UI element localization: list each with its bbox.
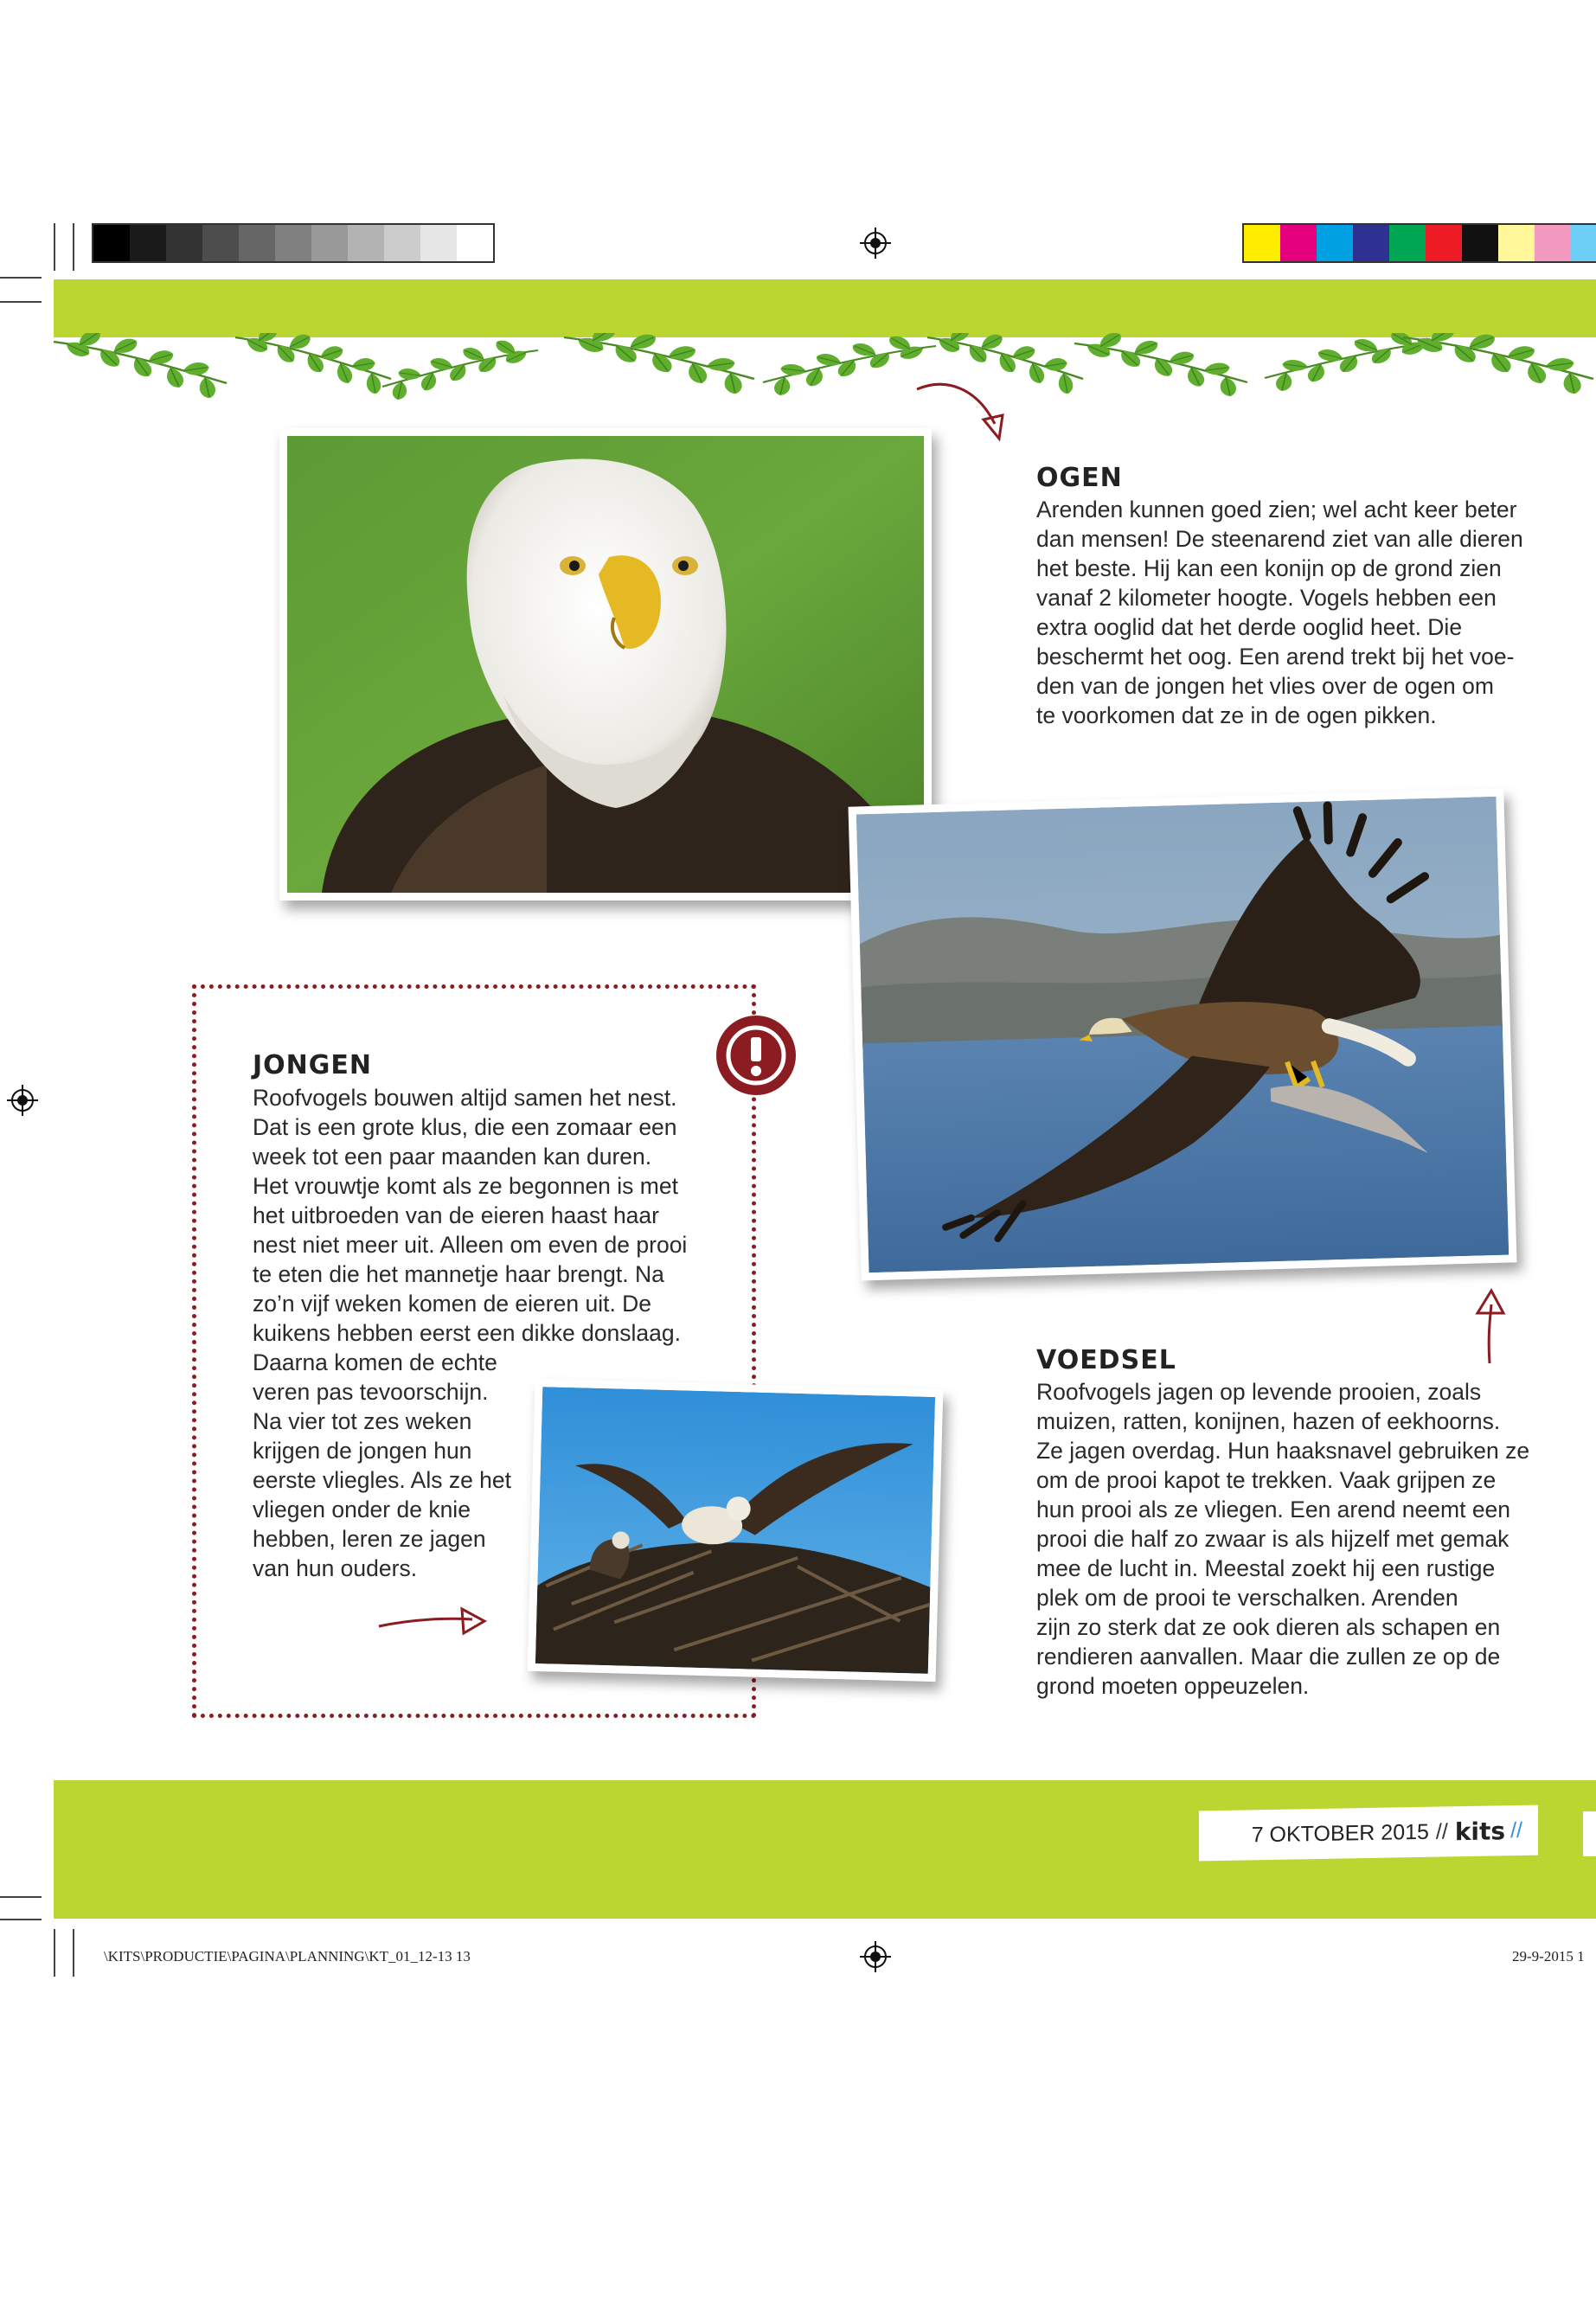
hand-drawn-arrow-icon	[913, 376, 1008, 445]
leaves-garland-decoration	[54, 333, 1596, 428]
crop-mark	[0, 277, 42, 279]
crop-mark	[73, 1929, 74, 1977]
section-body-jongen-top: Roofvogels bouwen altijd samen het nest. Dat is een grote klus, die een zomaar een week tot een paar maanden kan duren. Het vrouwtje komt als ze begonnen is met het uitbroeden van de eieren haast haar nest niet meer uit. Alleen om even de prooi te eten die het mannetje haar brengt. Na zo’n vijf weken komen de eieren uit. De kuikens hebben eerst een dikke donslaag.	[253, 1085, 688, 1346]
footer-separator: //	[1435, 1818, 1448, 1844]
crop-mark	[54, 1929, 55, 1977]
issue-date: 7 OKTOBER 2015	[1251, 1819, 1429, 1847]
registration-mark-icon	[860, 1941, 891, 1972]
crop-mark	[73, 223, 74, 271]
crop-mark	[0, 301, 42, 303]
sea-eagle-catching-fish-photo	[848, 789, 1516, 1281]
section-body-voedsel: Roofvogels jagen op levende prooien, zoals muizen, ratten, konijnen, hazen of eekhoorns. Ze jagen overdag. Hun haaksnavel gebruiken ze om de prooi kapot te trekken. Vaak grijpen ze hun prooi als ze vliegen. Een arend neemt een prooi die half zo zwaar is als hijzelf met gemak mee de lucht in. Meestal zoekt hij een rustige plek om de prooi te verschalken. Arenden zijn zo sterk dat ze ook dieren als schapen en rendieren aanvallen. Maar die zullen ze op de grond moeten oppeuzelen.	[1036, 1379, 1530, 1699]
color-calibration-bar	[1242, 223, 1596, 263]
grayscale-calibration-bar	[92, 223, 495, 263]
section-heading-ogen: OGEN	[1036, 463, 1123, 493]
issue-date-box	[1199, 1805, 1538, 1862]
section-heading-jongen: JONGEN	[253, 1050, 372, 1080]
section-body-jongen-bottom: Daarna komen de echte veren pas tevoorschijn. Na vier tot zes weken krijgen de jongen hun eerste vliegles. Als ze het vliegen onder de knie hebben, leren ze jagen van hun ouders.	[253, 1349, 512, 1581]
top-green-band	[54, 279, 1596, 337]
registration-mark-icon	[860, 228, 891, 259]
page-number-fragment	[1583, 1811, 1596, 1856]
registration-mark-icon	[7, 1085, 38, 1116]
file-slug-path: \KITS\PRODUCTIE\PAGINA\PLANNING\KT_01_12-13 13	[104, 1948, 471, 1965]
section-heading-voedsel: VOEDSEL	[1036, 1345, 1176, 1375]
footer-separator-end: //	[1510, 1817, 1522, 1843]
brand-logo: kits	[1454, 1816, 1506, 1846]
osprey-nest-photo	[528, 1379, 944, 1682]
hand-drawn-arrow-icon	[377, 1600, 490, 1644]
section-body-ogen: Arenden kunnen goed zien; wel acht keer beter dan mensen! De steenarend ziet van alle dieren het beste. Hij kan een konijn op de grond zien vanaf 2 kilometer hoogte. Vogels hebben een extra ooglid dat het derde ooglid heet. Die beschermt het oog. Een arend trekt bij het voe- den van de jongen het vlies over de ogen om te voorkomen dat ze in de ogen pikken.	[1036, 497, 1523, 728]
exclamation-circle-icon	[715, 1014, 798, 1097]
hand-drawn-arrow-icon	[1471, 1287, 1510, 1365]
crop-mark	[0, 1919, 42, 1920]
crop-mark	[0, 1896, 42, 1898]
crop-mark	[54, 223, 55, 271]
file-slug-date: 29-9-2015 1	[1512, 1948, 1585, 1965]
bald-eagle-photo	[279, 428, 932, 901]
